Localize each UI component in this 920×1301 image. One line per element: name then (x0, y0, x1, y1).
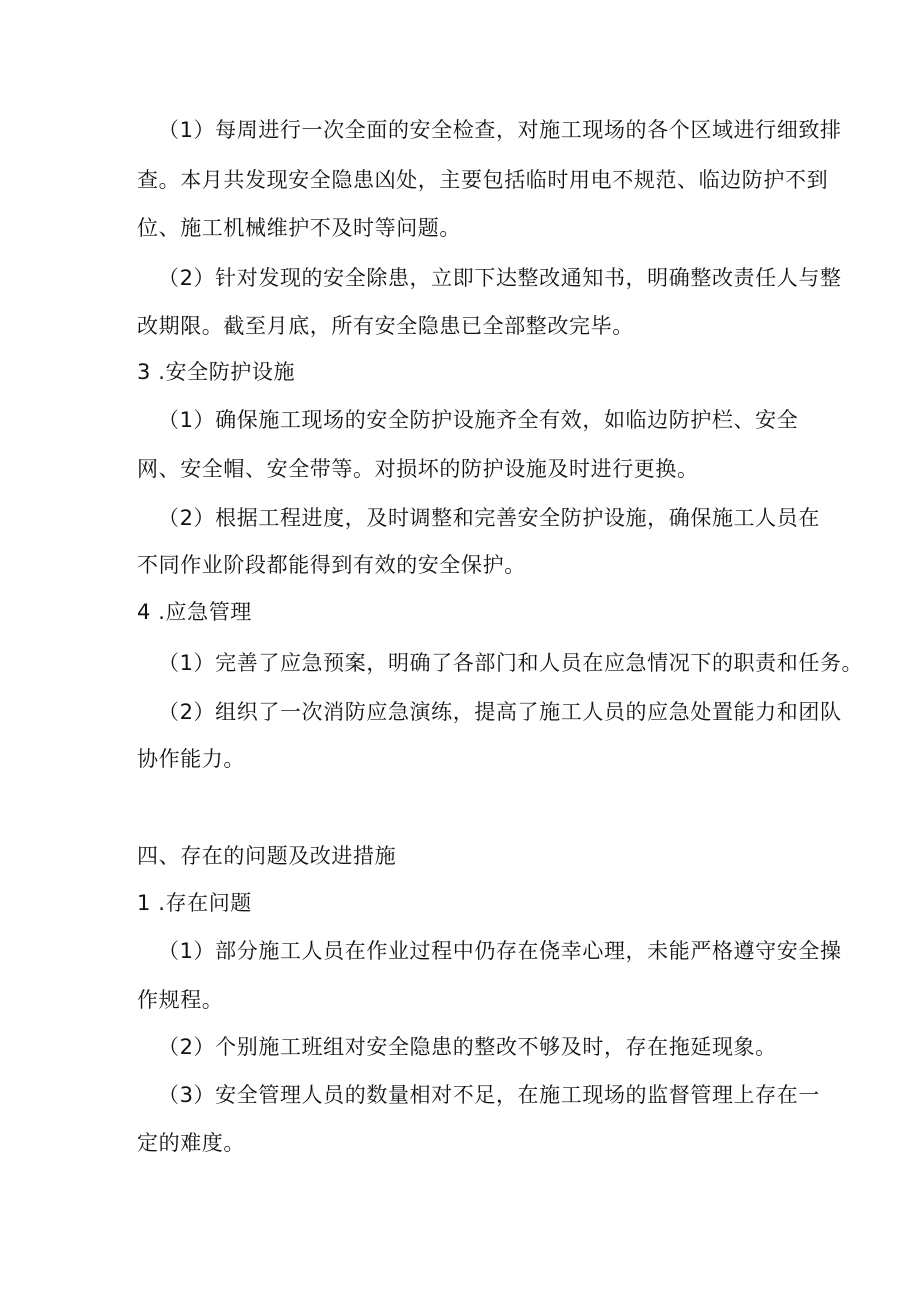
paragraph-line: （2）根据工程进度，及时调整和完善安全防护设施，确保施工人员在 (158, 506, 820, 530)
paragraph-line: 网、安全帽、安全带等。对损坏的防护设施及时进行更换。 (137, 457, 699, 481)
paragraph-line: 定的难度。 (137, 1131, 245, 1155)
paragraph-line: 协作能力。 (137, 747, 245, 771)
section-heading: 3 .安全防护设施 (137, 360, 296, 384)
paragraph-line: （1）确保施工现场的安全防护设施齐全有效，如临边防护栏、安全 (158, 408, 799, 432)
paragraph-line: （2）个别施工班组对安全隐患的整改不够及时，存在拖延现象。 (158, 1035, 777, 1059)
paragraph-line: （1）部分施工人员在作业过程中仍存在侥幸心理，未能严格遵守安全操 (158, 939, 842, 963)
paragraph-line: 查。本月共发现安全隐患凶处，主要包括临时用电不规范、临边防护不到 (137, 168, 829, 192)
paragraph-line: （1）每周进行一次全面的安全检查，对施工现场的各个区域进行细致排 (158, 118, 842, 142)
paragraph-line: 不同作业阶段都能得到有效的安全保护。 (137, 553, 526, 577)
section-heading: 1 .存在问题 (137, 891, 252, 915)
paragraph-line: 改期限。截至月底，所有安全隐患已全部整改完毕。 (137, 314, 634, 338)
section-heading: 4 .应急管理 (137, 600, 252, 624)
paragraph-line: （3）安全管理人员的数量相对不足，在施工现场的监督管理上存在一 (158, 1083, 820, 1107)
paragraph-line: 位、施工机械维护不及时等问题。 (137, 216, 461, 240)
paragraph-line: 作规程。 (137, 988, 224, 1012)
paragraph-line: （1）完善了应急预案，明确了各部门和人员在应急情况下的职责和任务。 (158, 651, 864, 675)
paragraph-line: （2）针对发现的安全除患，立即下达整改通知书，明确整改责任人与整 (158, 266, 842, 290)
chapter-heading: 四、存在的问题及改进措施 (137, 844, 397, 868)
paragraph-line: （2）组织了一次消防应急演练，提高了施工人员的应急处置能力和团队 (158, 700, 842, 724)
